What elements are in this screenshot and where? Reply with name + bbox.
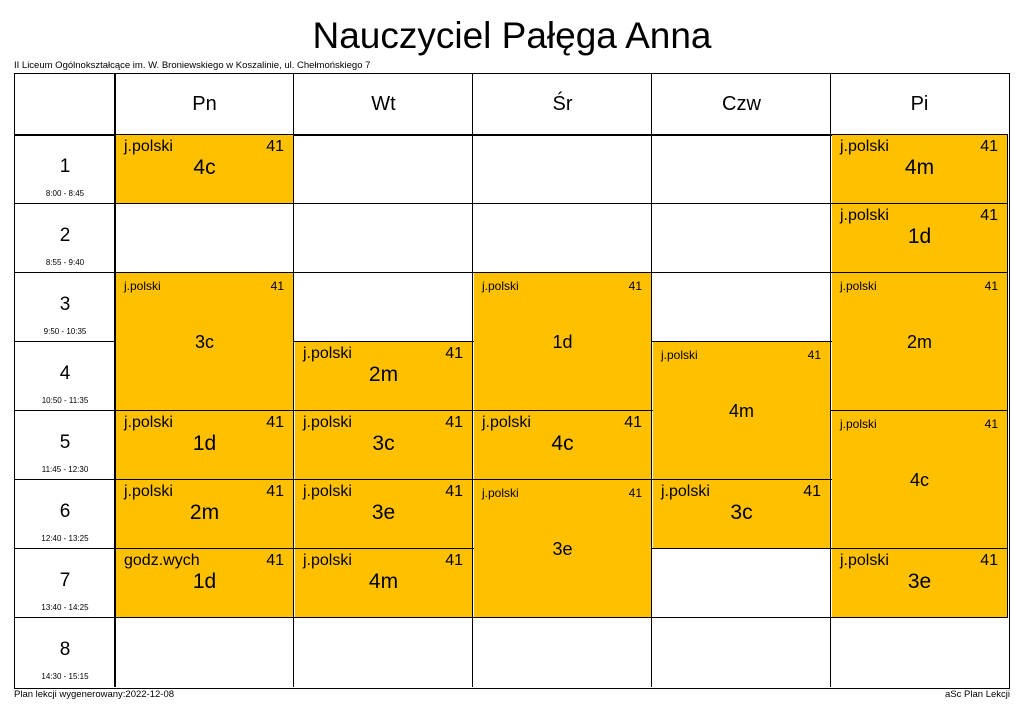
lesson-room: 41 (980, 552, 998, 569)
lesson-subject: j.polski (840, 138, 889, 155)
lesson-class: 2m (906, 332, 932, 352)
lesson-room: 41 (266, 414, 284, 431)
lesson-room: 41 (445, 414, 463, 431)
lesson-class: 1d (192, 570, 217, 593)
lesson-card[interactable] (116, 273, 294, 411)
lesson-room: 41 (624, 414, 642, 431)
lesson-card[interactable] (653, 342, 831, 480)
day-header: Śr (552, 93, 573, 115)
lesson-subject: j.polski (303, 345, 352, 362)
lesson-class: 3c (730, 501, 753, 524)
lesson-class: 3c (372, 432, 395, 455)
period-time: 14:30 - 15:15 (41, 672, 89, 681)
period-time: 9:50 - 10:35 (43, 327, 87, 336)
period-number: 8 (59, 639, 71, 660)
lesson-card[interactable] (116, 549, 294, 618)
lesson-room: 41 (266, 552, 284, 569)
period-time: 8:00 - 8:45 (45, 189, 85, 198)
lesson-class: 4c (551, 432, 574, 455)
lesson-room: 41 (266, 138, 284, 155)
lesson-subject: j.polski (661, 483, 710, 500)
timetable-grid (14, 73, 1010, 689)
lesson-room: 41 (980, 138, 998, 155)
lesson-card[interactable] (832, 135, 1008, 204)
lesson-room: 41 (628, 279, 642, 293)
lesson-class: 4c (909, 470, 929, 490)
lesson-subject: j.polski (303, 483, 352, 500)
school-name: II Liceum Ogólnokształcące im. W. Broniewskiego w Koszalinie, ul. Chełmońskiego 7 (14, 60, 371, 71)
lesson-class: 1d (907, 225, 932, 248)
lesson-class: 4m (728, 401, 754, 421)
period-time: 11:45 - 12:30 (41, 465, 89, 474)
lesson-subject: j.polski (303, 414, 352, 431)
lesson-class: 3e (371, 501, 396, 524)
lesson-room: 41 (980, 207, 998, 224)
lesson-class: 4c (193, 156, 216, 179)
period-time: 13:40 - 14:25 (41, 603, 89, 612)
lesson-subject: godz.wych (124, 552, 200, 569)
lesson-class: 4m (368, 570, 399, 593)
lesson-class: 3e (552, 539, 573, 559)
software-name: aSc Plan Lekcji (945, 689, 1010, 700)
day-header: Czw (722, 93, 761, 115)
lesson-card[interactable] (832, 411, 1008, 549)
lesson-card[interactable] (474, 480, 652, 618)
lesson-class: 1d (192, 432, 217, 455)
period-number: 6 (59, 501, 71, 522)
lesson-class: 1d (552, 332, 573, 352)
lesson-card[interactable] (832, 549, 1008, 618)
lesson-room: 41 (270, 279, 284, 293)
lesson-subject: j.polski (124, 483, 173, 500)
page-title: Nauczyciel Pałęga Anna (312, 15, 712, 56)
period-number: 1 (59, 156, 71, 177)
lesson-subject: j.polski (840, 279, 877, 293)
lesson-class: 4m (904, 156, 935, 179)
lesson-room: 41 (445, 483, 463, 500)
lesson-subject: j.polski (482, 414, 531, 431)
lesson-class: 2m (368, 363, 399, 386)
lesson-subject: j.polski (840, 552, 889, 569)
lesson-class: 2m (189, 501, 220, 524)
period-number: 3 (59, 294, 71, 315)
lesson-card[interactable] (295, 480, 473, 549)
lesson-card[interactable] (474, 411, 652, 480)
lesson-subject: j.polski (124, 414, 173, 431)
lesson-subject: j.polski (840, 207, 889, 224)
period-time: 12:40 - 13:25 (41, 534, 89, 543)
period-number: 4 (59, 363, 71, 384)
lesson-class: 3e (907, 570, 932, 593)
lesson-card[interactable] (474, 273, 652, 411)
period-number: 7 (59, 570, 71, 591)
lesson-card[interactable] (832, 273, 1008, 411)
generated-date: Plan lekcji wygenerowany:2022-12-08 (14, 689, 175, 700)
day-header: Pi (910, 93, 929, 115)
lesson-card[interactable] (295, 411, 473, 480)
lesson-card[interactable] (116, 480, 294, 549)
lesson-subject: j.polski (124, 138, 173, 155)
day-header: Pn (192, 93, 217, 115)
lesson-room: 41 (445, 552, 463, 569)
lesson-card[interactable] (832, 204, 1008, 273)
lesson-class: 3c (194, 332, 214, 352)
lesson-subject: j.polski (661, 348, 698, 362)
day-header: Wt (371, 93, 396, 115)
lesson-subject: j.polski (482, 486, 519, 500)
lesson-room: 41 (266, 483, 284, 500)
lesson-room: 41 (445, 345, 463, 362)
lesson-room: 41 (984, 279, 998, 293)
lesson-room: 41 (984, 417, 998, 431)
lesson-subject: j.polski (124, 279, 161, 293)
lesson-card[interactable] (295, 549, 473, 618)
lesson-card[interactable] (653, 480, 831, 549)
lesson-room: 41 (628, 486, 642, 500)
lesson-card[interactable] (295, 342, 473, 411)
period-number: 5 (59, 432, 71, 453)
lesson-subject: j.polski (482, 279, 519, 293)
period-number: 2 (59, 225, 71, 246)
lesson-room: 41 (803, 483, 821, 500)
lesson-subject: j.polski (840, 417, 877, 431)
period-time: 8:55 - 9:40 (45, 258, 85, 267)
lesson-card[interactable] (116, 135, 294, 204)
lesson-subject: j.polski (303, 552, 352, 569)
lesson-card[interactable] (116, 411, 294, 480)
lesson-room: 41 (807, 348, 821, 362)
period-time: 10:50 - 11:35 (41, 396, 89, 405)
